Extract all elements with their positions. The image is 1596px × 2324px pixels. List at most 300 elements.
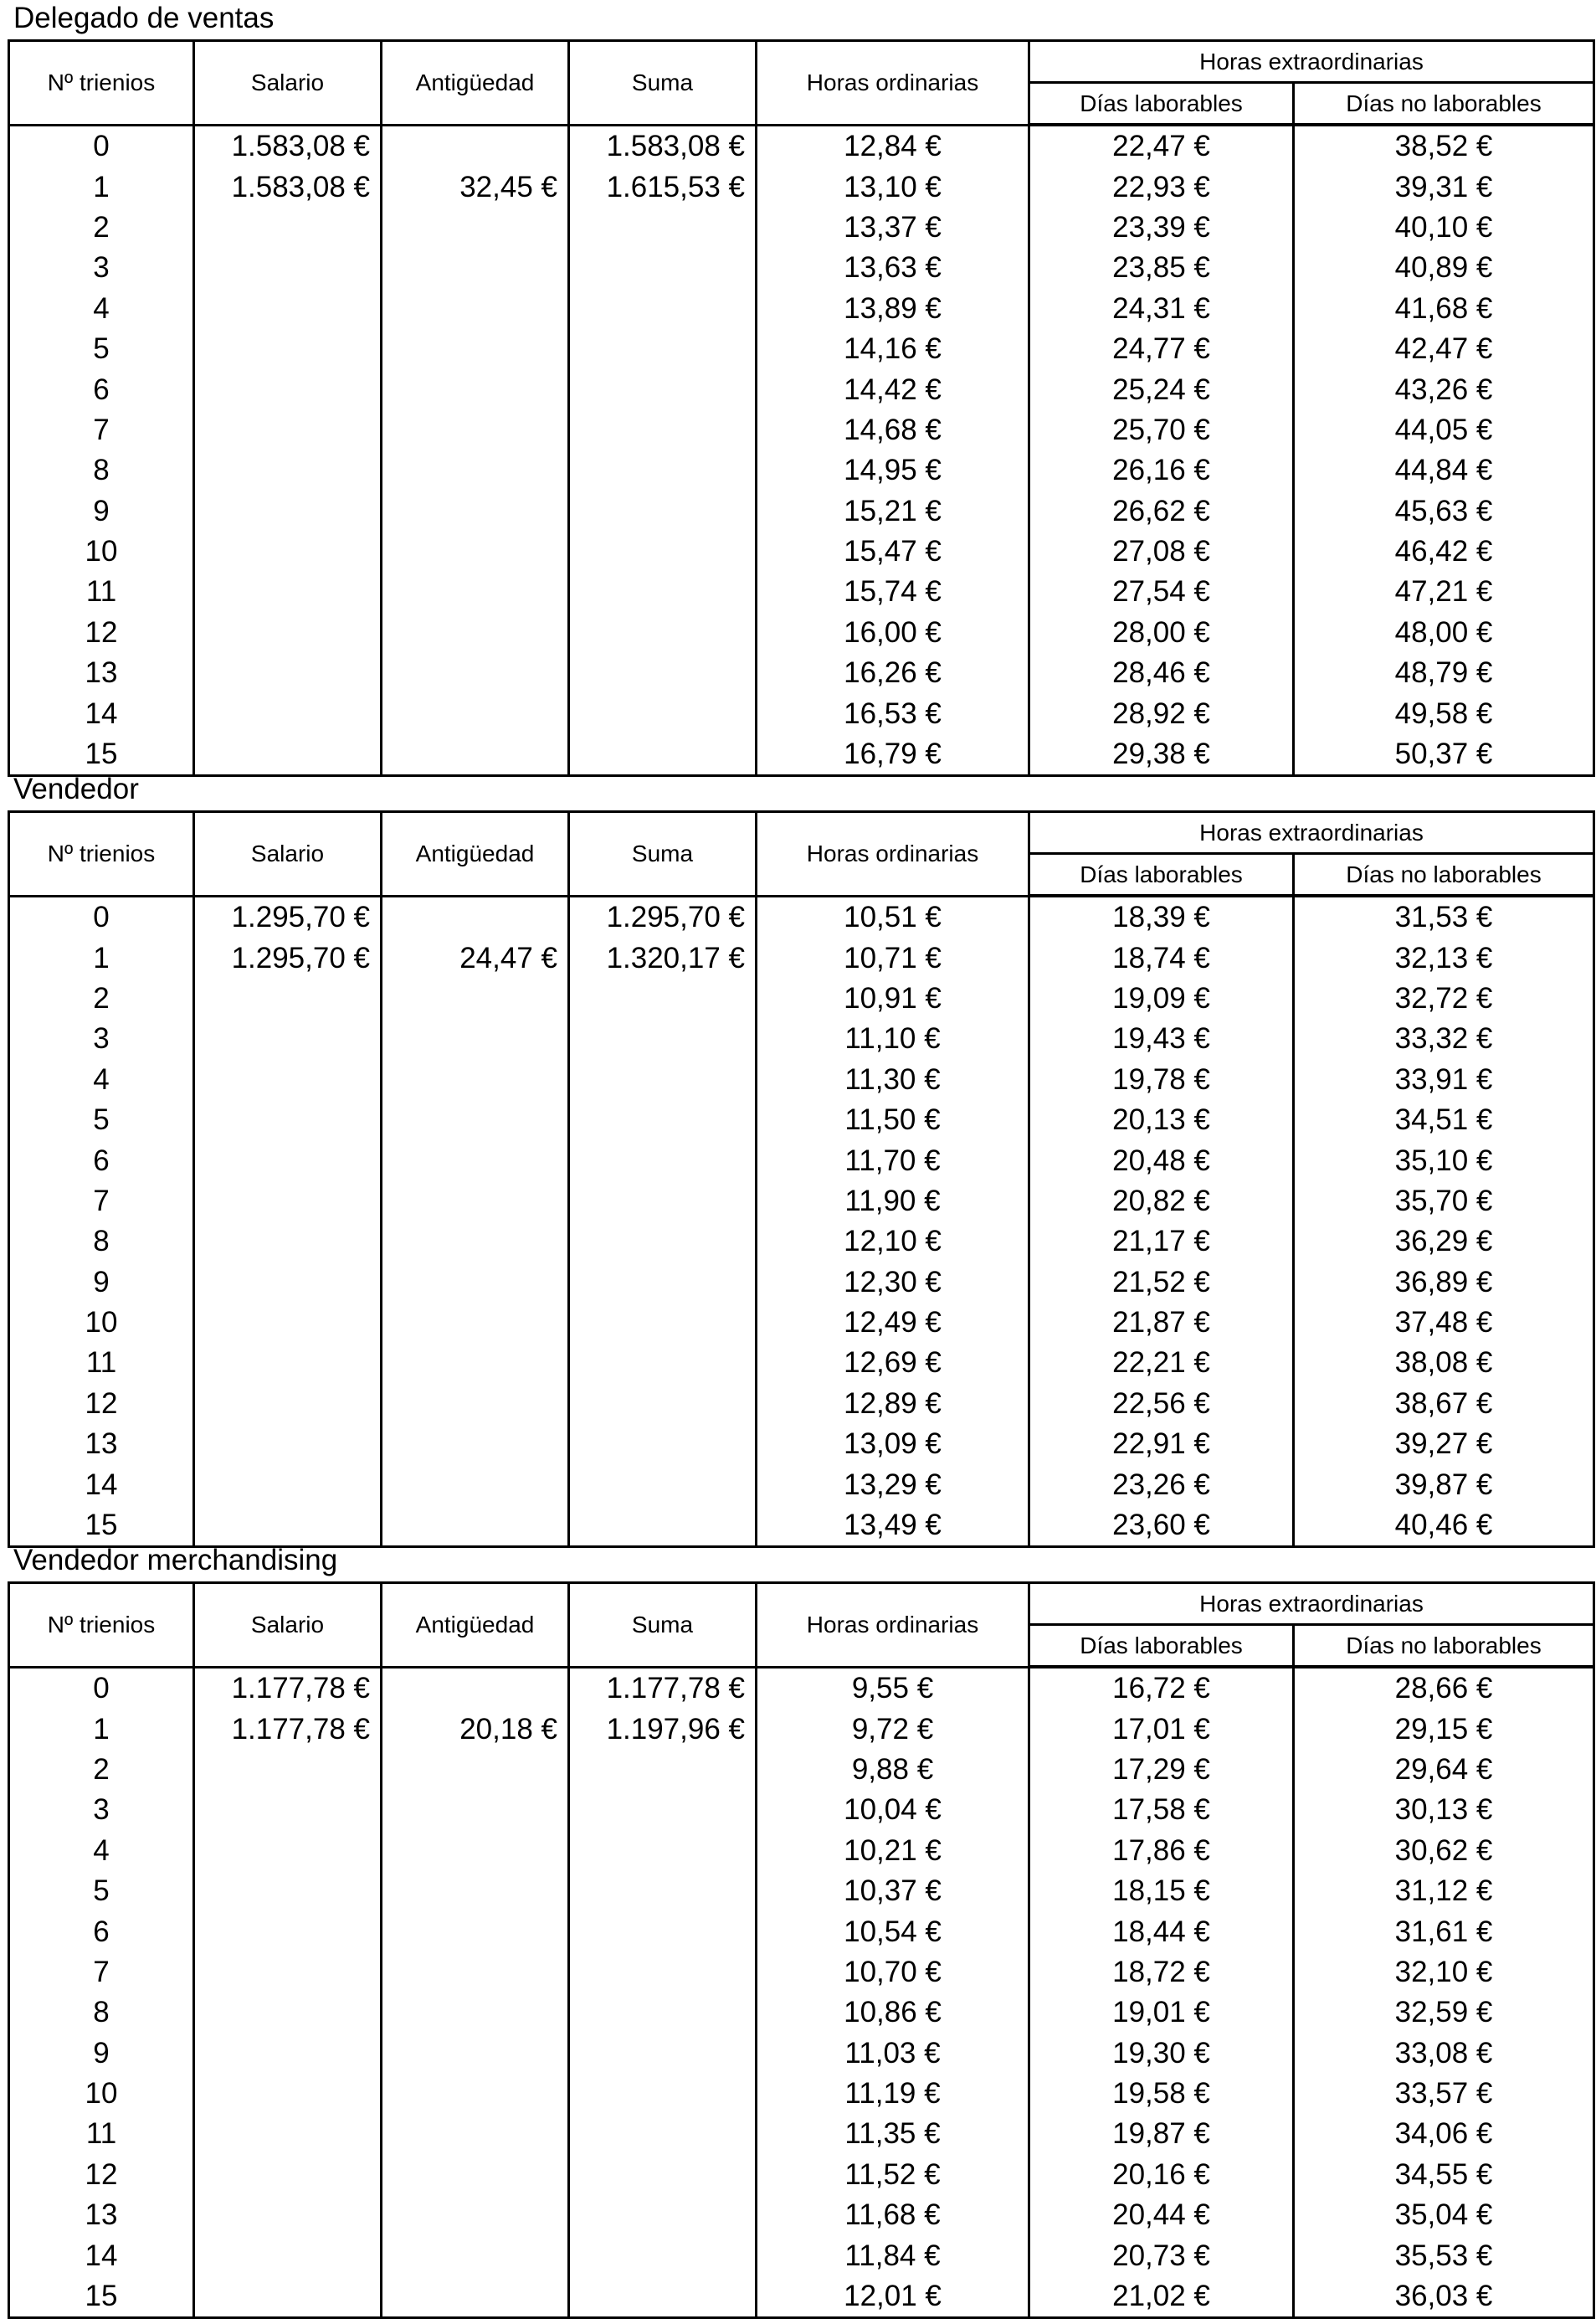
cell-dias-no-laborables: 39,27 € — [1294, 1424, 1594, 1464]
cell-horas-ordinarias: 16,00 € — [757, 613, 1029, 653]
cell-horas-ordinarias: 11,84 € — [757, 2235, 1029, 2275]
cell-dias-laborables: 17,86 € — [1029, 1831, 1294, 1871]
cell-salario — [194, 491, 382, 532]
cell-antiguedad — [382, 1790, 569, 1830]
table-row — [9, 450, 1594, 491]
cell-salario — [194, 1384, 382, 1424]
cell-trienio: 3 — [9, 1790, 194, 1830]
cell-antiguedad — [382, 450, 569, 491]
cell-dias-no-laborables: 45,63 € — [1294, 491, 1594, 532]
cell-salario: 1.177,78 € — [194, 1667, 382, 1709]
table-row — [9, 1019, 1594, 1059]
cell-suma — [569, 613, 757, 653]
cell-suma — [569, 1060, 757, 1100]
cell-dias-laborables: 21,17 € — [1029, 1221, 1294, 1262]
salary-table-vendedor — [8, 810, 1595, 1548]
cell-salario — [194, 1911, 382, 1951]
cell-dias-laborables: 20,48 € — [1029, 1140, 1294, 1180]
cell-suma — [569, 979, 757, 1019]
cell-horas-ordinarias: 11,03 € — [757, 2034, 1029, 2074]
table-row — [9, 2074, 1594, 2114]
cell-suma — [569, 329, 757, 369]
cell-suma — [569, 1911, 757, 1951]
header-antiguedad: Antigüedad — [382, 1583, 569, 1668]
cell-trienio: 11 — [9, 2114, 194, 2154]
cell-dias-no-laborables: 44,84 € — [1294, 450, 1594, 491]
cell-suma — [569, 1100, 757, 1140]
cell-horas-ordinarias: 9,55 € — [757, 1667, 1029, 1709]
cell-dias-laborables: 21,02 € — [1029, 2276, 1294, 2318]
header-horas-extraordinarias: Horas extraordinarias — [1029, 1583, 1594, 1625]
cell-trienio: 2 — [9, 979, 194, 1019]
cell-suma: 1.583,08 € — [569, 125, 757, 167]
cell-antiguedad — [382, 1384, 569, 1424]
cell-trienio: 1 — [9, 1709, 194, 1749]
cell-dias-no-laborables: 30,62 € — [1294, 1831, 1594, 1871]
cell-suma — [569, 410, 757, 450]
header-dias-laborables: Días laborables — [1029, 83, 1294, 126]
cell-dias-no-laborables: 41,68 € — [1294, 289, 1594, 329]
cell-trienio: 2 — [9, 208, 194, 248]
cell-antiguedad — [382, 2034, 569, 2074]
table-row — [9, 613, 1594, 653]
cell-suma: 1.177,78 € — [569, 1667, 757, 1709]
cell-dias-no-laborables: 36,03 € — [1294, 2276, 1594, 2318]
cell-dias-laborables: 19,78 € — [1029, 1060, 1294, 1100]
table-row — [9, 1424, 1594, 1464]
cell-salario — [194, 248, 382, 288]
cell-trienio: 10 — [9, 532, 194, 572]
cell-dias-laborables: 23,26 € — [1029, 1464, 1294, 1504]
cell-antiguedad — [382, 1343, 569, 1383]
cell-horas-ordinarias: 10,37 € — [757, 1871, 1029, 1911]
cell-dias-no-laborables: 38,67 € — [1294, 1384, 1594, 1424]
cell-horas-ordinarias: 12,10 € — [757, 1221, 1029, 1262]
table-row — [9, 1911, 1594, 1951]
table-row — [9, 1790, 1594, 1830]
cell-salario — [194, 289, 382, 329]
cell-suma — [569, 369, 757, 409]
cell-dias-no-laborables: 35,70 € — [1294, 1181, 1594, 1221]
cell-trienio: 13 — [9, 653, 194, 693]
cell-trienio: 5 — [9, 1871, 194, 1911]
table-row — [9, 125, 1594, 167]
table-row — [9, 896, 1594, 938]
cell-salario — [194, 2195, 382, 2235]
cell-dias-no-laborables: 49,58 € — [1294, 693, 1594, 733]
cell-trienio: 7 — [9, 1181, 194, 1221]
cell-antiguedad — [382, 1019, 569, 1059]
section-title-vendedor: Vendedor — [13, 773, 139, 805]
cell-trienio: 12 — [9, 613, 194, 653]
table-row — [9, 1871, 1594, 1911]
cell-dias-laborables: 23,60 € — [1029, 1505, 1294, 1547]
cell-dias-no-laborables: 35,10 € — [1294, 1140, 1594, 1180]
cell-salario: 1.295,70 € — [194, 938, 382, 978]
section-title-delegado-de-ventas: Delegado de ventas — [13, 2, 275, 34]
cell-suma — [569, 1505, 757, 1547]
cell-suma: 1.615,53 € — [569, 167, 757, 207]
cell-dias-no-laborables: 35,04 € — [1294, 2195, 1594, 2235]
cell-horas-ordinarias: 15,21 € — [757, 491, 1029, 532]
cell-salario — [194, 693, 382, 733]
cell-salario — [194, 613, 382, 653]
cell-horas-ordinarias: 11,90 € — [757, 1181, 1029, 1221]
cell-horas-ordinarias: 10,54 € — [757, 1911, 1029, 1951]
cell-antiguedad — [382, 532, 569, 572]
cell-trienio: 13 — [9, 1424, 194, 1464]
header-dias-no-laborables: Días no laborables — [1294, 1625, 1594, 1668]
cell-suma — [569, 2195, 757, 2235]
cell-antiguedad — [382, 572, 569, 612]
cell-trienio: 3 — [9, 1019, 194, 1059]
cell-suma: 1.295,70 € — [569, 896, 757, 938]
cell-antiguedad — [382, 2235, 569, 2275]
cell-antiguedad — [382, 329, 569, 369]
table-row — [9, 1140, 1594, 1180]
cell-salario — [194, 1262, 382, 1303]
cell-dias-no-laborables: 39,87 € — [1294, 1464, 1594, 1504]
cell-trienio: 6 — [9, 1911, 194, 1951]
header-dias-no-laborables: Días no laborables — [1294, 83, 1594, 126]
cell-trienio: 4 — [9, 1831, 194, 1871]
header-dias-laborables: Días laborables — [1029, 1625, 1294, 1668]
cell-salario — [194, 1181, 382, 1221]
cell-horas-ordinarias: 11,10 € — [757, 1019, 1029, 1059]
cell-salario — [194, 532, 382, 572]
cell-dias-no-laborables: 32,13 € — [1294, 938, 1594, 978]
cell-dias-laborables: 28,46 € — [1029, 653, 1294, 693]
cell-antiguedad: 24,47 € — [382, 938, 569, 978]
cell-antiguedad — [382, 208, 569, 248]
cell-dias-laborables: 29,38 € — [1029, 734, 1294, 776]
table-row — [9, 734, 1594, 776]
cell-antiguedad — [382, 2155, 569, 2195]
cell-salario: 1.295,70 € — [194, 896, 382, 938]
cell-suma — [569, 693, 757, 733]
header-salario: Salario — [194, 1583, 382, 1668]
salary-table-vendedor-merchandising — [8, 1581, 1595, 2319]
cell-dias-no-laborables: 29,15 € — [1294, 1709, 1594, 1749]
header-horas-ordinarias: Horas ordinarias — [757, 41, 1029, 126]
cell-antiguedad — [382, 491, 569, 532]
cell-antiguedad — [382, 1505, 569, 1547]
table-row — [9, 1221, 1594, 1262]
cell-dias-no-laborables: 48,00 € — [1294, 613, 1594, 653]
cell-dias-no-laborables: 33,57 € — [1294, 2074, 1594, 2114]
cell-dias-no-laborables: 34,51 € — [1294, 1100, 1594, 1140]
cell-salario — [194, 1221, 382, 1262]
cell-trienio: 0 — [9, 1667, 194, 1709]
cell-salario — [194, 2074, 382, 2114]
cell-salario: 1.583,08 € — [194, 125, 382, 167]
cell-dias-laborables: 25,70 € — [1029, 410, 1294, 450]
cell-dias-laborables: 17,58 € — [1029, 1790, 1294, 1830]
cell-salario — [194, 1831, 382, 1871]
cell-suma: 1.197,96 € — [569, 1709, 757, 1749]
cell-horas-ordinarias: 11,35 € — [757, 2114, 1029, 2154]
cell-dias-laborables: 20,16 € — [1029, 2155, 1294, 2195]
cell-horas-ordinarias: 12,01 € — [757, 2276, 1029, 2318]
cell-horas-ordinarias: 10,91 € — [757, 979, 1029, 1019]
cell-trienio: 8 — [9, 450, 194, 491]
cell-suma — [569, 1831, 757, 1871]
cell-suma — [569, 491, 757, 532]
table-row — [9, 2235, 1594, 2275]
cell-dias-no-laborables: 40,10 € — [1294, 208, 1594, 248]
cell-suma — [569, 1790, 757, 1830]
cell-dias-laborables: 19,09 € — [1029, 979, 1294, 1019]
cell-horas-ordinarias: 10,71 € — [757, 938, 1029, 978]
cell-antiguedad — [382, 1181, 569, 1221]
cell-dias-laborables: 22,21 € — [1029, 1343, 1294, 1383]
cell-dias-laborables: 18,15 € — [1029, 1871, 1294, 1911]
cell-antiguedad — [382, 613, 569, 653]
cell-salario — [194, 1871, 382, 1911]
cell-salario — [194, 1952, 382, 1992]
cell-suma — [569, 1750, 757, 1790]
cell-salario — [194, 410, 382, 450]
table-row — [9, 289, 1594, 329]
cell-suma — [569, 289, 757, 329]
cell-antiguedad — [382, 1831, 569, 1871]
cell-dias-no-laborables: 32,10 € — [1294, 1952, 1594, 1992]
cell-salario — [194, 1140, 382, 1180]
cell-dias-no-laborables: 29,64 € — [1294, 1750, 1594, 1790]
cell-antiguedad — [382, 1750, 569, 1790]
cell-dias-no-laborables: 43,26 € — [1294, 369, 1594, 409]
cell-salario: 1.177,78 € — [194, 1709, 382, 1749]
cell-antiguedad — [382, 734, 569, 776]
cell-dias-laborables: 23,85 € — [1029, 248, 1294, 288]
cell-dias-no-laborables: 35,53 € — [1294, 2235, 1594, 2275]
cell-trienio: 7 — [9, 410, 194, 450]
cell-trienio: 4 — [9, 1060, 194, 1100]
cell-dias-laborables: 22,56 € — [1029, 1384, 1294, 1424]
table-row — [9, 329, 1594, 369]
cell-trienio: 8 — [9, 1992, 194, 2033]
cell-salario: 1.583,08 € — [194, 167, 382, 207]
cell-horas-ordinarias: 14,42 € — [757, 369, 1029, 409]
cell-horas-ordinarias: 12,30 € — [757, 1262, 1029, 1303]
cell-dias-no-laborables: 42,47 € — [1294, 329, 1594, 369]
cell-dias-laborables: 18,72 € — [1029, 1952, 1294, 1992]
cell-salario — [194, 2114, 382, 2154]
table-row — [9, 1384, 1594, 1424]
cell-dias-no-laborables: 40,46 € — [1294, 1505, 1594, 1547]
cell-horas-ordinarias: 13,09 € — [757, 1424, 1029, 1464]
cell-antiguedad: 20,18 € — [382, 1709, 569, 1749]
table-row — [9, 572, 1594, 612]
cell-trienio: 13 — [9, 2195, 194, 2235]
table-row — [9, 1343, 1594, 1383]
cell-antiguedad — [382, 1424, 569, 1464]
header-horas-extraordinarias: Horas extraordinarias — [1029, 41, 1594, 83]
header-trienios: Nº trienios — [9, 41, 194, 126]
cell-dias-laborables: 19,87 € — [1029, 2114, 1294, 2154]
cell-salario — [194, 2276, 382, 2318]
table-row — [9, 1181, 1594, 1221]
cell-trienio: 7 — [9, 1952, 194, 1992]
cell-antiguedad — [382, 1100, 569, 1140]
cell-dias-no-laborables: 36,29 € — [1294, 1221, 1594, 1262]
cell-horas-ordinarias: 14,68 € — [757, 410, 1029, 450]
cell-salario — [194, 979, 382, 1019]
table-row — [9, 1505, 1594, 1547]
cell-salario — [194, 1750, 382, 1790]
cell-trienio: 4 — [9, 289, 194, 329]
cell-dias-no-laborables: 32,72 € — [1294, 979, 1594, 1019]
cell-dias-no-laborables: 33,08 € — [1294, 2034, 1594, 2074]
cell-suma — [569, 1871, 757, 1911]
cell-trienio: 14 — [9, 1464, 194, 1504]
cell-salario — [194, 1790, 382, 1830]
cell-suma — [569, 1952, 757, 1992]
cell-dias-laborables: 17,01 € — [1029, 1709, 1294, 1749]
cell-horas-ordinarias: 13,10 € — [757, 167, 1029, 207]
cell-suma — [569, 2155, 757, 2195]
cell-dias-laborables: 19,01 € — [1029, 1992, 1294, 2033]
cell-suma — [569, 2276, 757, 2318]
cell-antiguedad — [382, 1911, 569, 1951]
cell-dias-laborables: 23,39 € — [1029, 208, 1294, 248]
cell-suma — [569, 1140, 757, 1180]
cell-suma: 1.320,17 € — [569, 938, 757, 978]
table-row — [9, 208, 1594, 248]
cell-horas-ordinarias: 12,69 € — [757, 1343, 1029, 1383]
cell-dias-laborables: 22,91 € — [1029, 1424, 1294, 1464]
cell-salario — [194, 329, 382, 369]
header-suma: Suma — [569, 41, 757, 126]
cell-dias-laborables: 19,58 € — [1029, 2074, 1294, 2114]
cell-dias-laborables: 27,54 € — [1029, 572, 1294, 612]
cell-dias-laborables: 18,39 € — [1029, 896, 1294, 938]
cell-trienio: 14 — [9, 2235, 194, 2275]
cell-trienio: 6 — [9, 369, 194, 409]
cell-dias-no-laborables: 31,53 € — [1294, 896, 1594, 938]
table-row — [9, 1303, 1594, 1343]
table-row — [9, 410, 1594, 450]
header-dias-no-laborables: Días no laborables — [1294, 854, 1594, 897]
cell-antiguedad — [382, 653, 569, 693]
table-row — [9, 1992, 1594, 2033]
cell-horas-ordinarias: 11,52 € — [757, 2155, 1029, 2195]
cell-horas-ordinarias: 9,88 € — [757, 1750, 1029, 1790]
cell-salario — [194, 1464, 382, 1504]
cell-dias-laborables: 26,62 € — [1029, 491, 1294, 532]
table-row — [9, 653, 1594, 693]
cell-dias-no-laborables: 38,52 € — [1294, 125, 1594, 167]
cell-dias-laborables: 17,29 € — [1029, 1750, 1294, 1790]
cell-salario — [194, 2034, 382, 2074]
cell-trienio: 11 — [9, 1343, 194, 1383]
cell-horas-ordinarias: 16,79 € — [757, 734, 1029, 776]
cell-suma — [569, 532, 757, 572]
cell-trienio: 5 — [9, 329, 194, 369]
cell-dias-no-laborables: 33,32 € — [1294, 1019, 1594, 1059]
cell-salario — [194, 450, 382, 491]
cell-antiguedad — [382, 1060, 569, 1100]
cell-horas-ordinarias: 16,26 € — [757, 653, 1029, 693]
cell-dias-laborables: 18,74 € — [1029, 938, 1294, 978]
cell-salario — [194, 1424, 382, 1464]
cell-suma — [569, 653, 757, 693]
cell-trienio: 8 — [9, 1221, 194, 1262]
cell-antiguedad — [382, 1303, 569, 1343]
cell-horas-ordinarias: 13,49 € — [757, 1505, 1029, 1547]
cell-antiguedad: 32,45 € — [382, 167, 569, 207]
cell-antiguedad — [382, 289, 569, 329]
cell-suma — [569, 2034, 757, 2074]
cell-trienio: 0 — [9, 896, 194, 938]
cell-antiguedad — [382, 1140, 569, 1180]
cell-dias-no-laborables: 31,61 € — [1294, 1911, 1594, 1951]
cell-trienio: 15 — [9, 1505, 194, 1547]
cell-suma — [569, 2235, 757, 2275]
cell-salario — [194, 2235, 382, 2275]
cell-horas-ordinarias: 12,84 € — [757, 125, 1029, 167]
cell-salario — [194, 1060, 382, 1100]
cell-salario — [194, 1343, 382, 1383]
cell-horas-ordinarias: 15,47 € — [757, 532, 1029, 572]
cell-antiguedad — [382, 369, 569, 409]
cell-horas-ordinarias: 10,70 € — [757, 1952, 1029, 1992]
cell-suma — [569, 734, 757, 776]
cell-antiguedad — [382, 1667, 569, 1709]
cell-dias-laborables: 20,82 € — [1029, 1181, 1294, 1221]
cell-trienio: 14 — [9, 693, 194, 733]
cell-antiguedad — [382, 2276, 569, 2318]
table-row — [9, 1709, 1594, 1749]
table-row — [9, 979, 1594, 1019]
cell-salario — [194, 208, 382, 248]
cell-salario — [194, 1505, 382, 1547]
cell-horas-ordinarias: 10,21 € — [757, 1831, 1029, 1871]
cell-horas-ordinarias: 12,89 € — [757, 1384, 1029, 1424]
cell-trienio: 10 — [9, 1303, 194, 1343]
cell-trienio: 15 — [9, 734, 194, 776]
cell-suma — [569, 1464, 757, 1504]
cell-suma — [569, 1262, 757, 1303]
cell-suma — [569, 1181, 757, 1221]
header-dias-laborables: Días laborables — [1029, 854, 1294, 897]
cell-dias-laborables: 16,72 € — [1029, 1667, 1294, 1709]
cell-salario — [194, 369, 382, 409]
cell-trienio: 12 — [9, 2155, 194, 2195]
cell-suma — [569, 572, 757, 612]
table-row — [9, 1952, 1594, 1992]
cell-salario — [194, 1992, 382, 2033]
cell-dias-no-laborables: 44,05 € — [1294, 410, 1594, 450]
cell-suma — [569, 1992, 757, 2033]
cell-suma — [569, 1343, 757, 1383]
cell-dias-laborables: 22,47 € — [1029, 125, 1294, 167]
cell-horas-ordinarias: 14,16 € — [757, 329, 1029, 369]
cell-suma — [569, 2114, 757, 2154]
cell-horas-ordinarias: 15,74 € — [757, 572, 1029, 612]
table-row — [9, 248, 1594, 288]
cell-trienio: 6 — [9, 1140, 194, 1180]
header-suma: Suma — [569, 1583, 757, 1668]
cell-dias-laborables: 19,30 € — [1029, 2034, 1294, 2074]
cell-suma — [569, 1384, 757, 1424]
cell-horas-ordinarias: 9,72 € — [757, 1709, 1029, 1749]
cell-dias-laborables: 28,00 € — [1029, 613, 1294, 653]
table-row — [9, 167, 1594, 207]
cell-salario — [194, 653, 382, 693]
cell-antiguedad — [382, 1952, 569, 1992]
cell-salario — [194, 1100, 382, 1140]
